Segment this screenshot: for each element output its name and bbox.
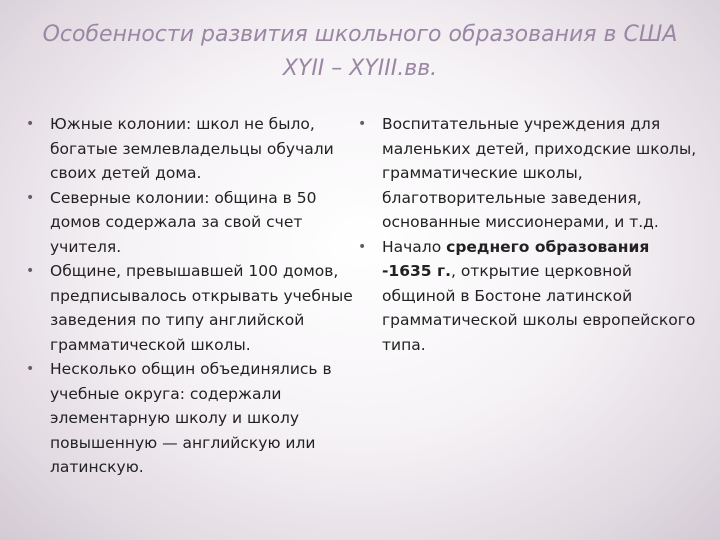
list-item [24,357,354,480]
title-line-1: Особенности развития школьного образования в США [42,22,678,47]
list-item [24,186,354,260]
bullet-icon: • [358,116,367,132]
list-item [24,259,354,357]
slide-title [20,18,700,86]
title-line-2: XYII – XYIII.вв. [282,56,438,81]
bullet-text-bold: среднего образования -1635 г. [382,237,650,280]
left-bullet-list [24,112,354,480]
bullet-text: Южные колонии: школ не было, богатые землевладельцы обучали своих детей дома. [50,115,334,182]
bullet-icon: • [358,238,367,255]
list-item [356,235,701,358]
list-item [24,112,354,186]
bullet-text: Общине, превышавшей 100 домов, предписывалось открывать учебные заведения по типу английской грамматической школы. [50,262,353,354]
bullet-icon: • [26,116,35,132]
bullet-icon: • [26,189,35,206]
right-bullet-list [356,112,701,357]
list-item [356,112,701,235]
bullet-text: Несколько общин объединялись в учебные округа: содержали элементарную школу и школу повышенную — английскую или латинскую. [50,360,332,476]
bullet-text-prefix: Начало [382,237,447,256]
bullet-icon: • [26,263,35,279]
bullet-text: Воспитательные учреждения для маленьких детей, приходские школы, грамматические школы, благотворительные заведения, основанные миссионерами, и т.д. [382,115,697,231]
bullet-icon: • [26,361,35,377]
bullet-text-suffix: , открытие церковной общиной в Бостоне латинской грамматической школы европейского типа. [382,262,696,354]
bullet-text: Северные колонии: община в 50 домов содержала за свой счет учителя. [50,188,317,256]
